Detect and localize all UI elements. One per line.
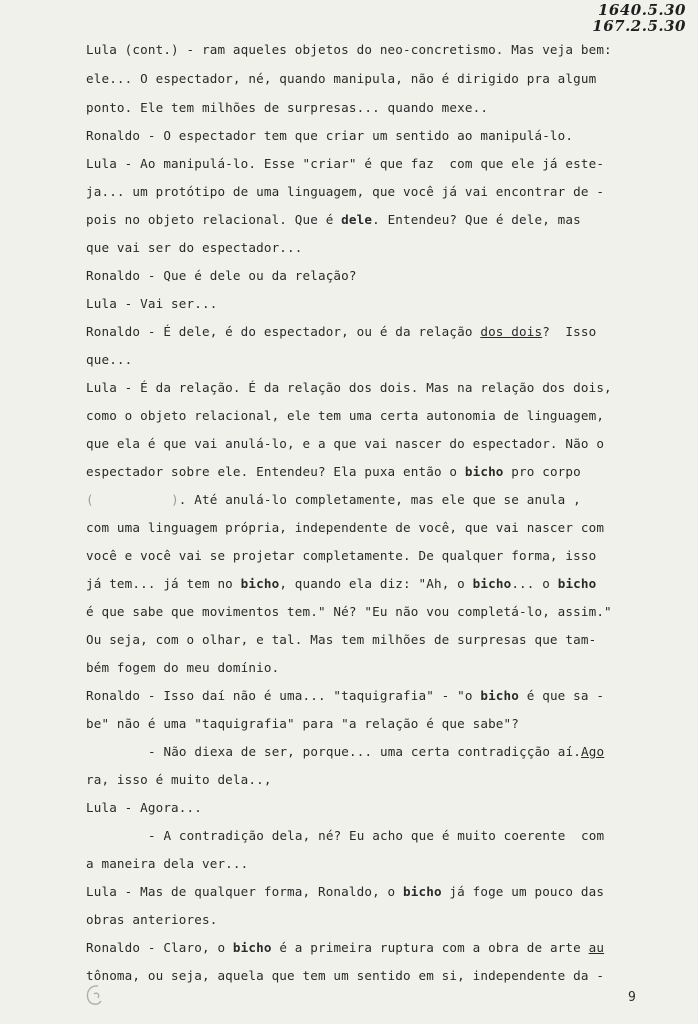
text-line: Lula - Mas de qualquer forma, Ronaldo, o bicho já foge um pouco das <box>86 884 605 899</box>
text-line: espectador sobre ele. Entendeu? Ela puxa então o bicho pro corpo <box>86 464 581 479</box>
text-line: Ronaldo - Que é dele ou da relação? <box>86 268 357 283</box>
text-line: Ronaldo - É dele, é do espectador, ou é da relação dos dois? Isso <box>86 324 597 339</box>
text-line: Lula - Agora... <box>86 800 202 815</box>
bold-word: bicho <box>464 464 504 479</box>
archive-code-stamp <box>592 2 686 34</box>
handwritten-scribble-icon <box>84 982 106 1008</box>
faint-bracket: ( <box>86 492 94 507</box>
text-line: que... <box>86 352 133 367</box>
bold-word: bicho <box>232 940 272 955</box>
text-line: que vai ser do espectador... <box>86 240 303 255</box>
text-line: como o objeto relacional, ele tem uma certa autonomia de linguagem, <box>86 408 605 423</box>
text-line: obras anteriores. <box>86 912 218 927</box>
text-line: ponto. Ele tem milhões de surpresas... quando mexe.. <box>86 100 489 115</box>
text-line: ja... um protótipo de uma linguagem, que você já vai encontrar de - <box>86 184 605 199</box>
text-line: a maneira dela ver... <box>86 856 249 871</box>
archive-code-line: 167.2.5.30 <box>592 17 686 35</box>
text-line: é que sabe que movimentos tem." Né? "Eu não vou completá-lo, assim." <box>86 604 612 619</box>
text-line: Lula (cont.) - ram aqueles objetos do neo-concretismo. Mas veja bem: <box>86 42 612 57</box>
text-line: Ronaldo - Isso daí não é uma... "taquigrafia" - "o bicho é que sa - <box>86 688 605 703</box>
text-line: - A contradição dela, né? Eu acho que é muito coerente com <box>148 828 605 843</box>
text-line: que ela é que vai anulá-lo, e a que vai nascer do espectador. Não o <box>86 436 605 451</box>
text-line: Ronaldo - O espectador tem que criar um sentido ao manipulá-lo. <box>86 128 574 143</box>
bold-word: bicho <box>480 688 520 703</box>
text-line: - Não diexa de ser, porque... uma certa contradiçção aí.Ago <box>148 744 605 759</box>
text-line: já tem... já tem no bicho, quando ela diz: "Ah, o bicho... o bicho <box>86 576 597 591</box>
text-line: Lula - Ao manipulá-lo. Esse "criar" é que faz com que ele já este- <box>86 156 605 171</box>
text-line: ( ). Até anulá-lo completamente, mas ele que se anula , <box>86 492 581 507</box>
archive-code-line: 1640.5.30 <box>597 1 686 19</box>
text-line: Ou seja, com o olhar, e tal. Mas tem milhões de surpresas que tam- <box>86 632 597 647</box>
page-number: 9 <box>628 990 636 1005</box>
text-line: Lula - É da relação. É da relação dos dois. Mas na relação dos dois, <box>86 380 612 395</box>
underlined-phrase: Ago <box>581 744 605 759</box>
text-line: ele... O espectador, né, quando manipula, não é dirigido pra algum <box>86 71 597 86</box>
text-line: tônoma, ou seja, aquela que tem um sentido em si, independente da - <box>86 968 605 983</box>
text-line: Lula - Vai ser... <box>86 296 218 311</box>
bold-word: dele <box>341 212 373 227</box>
bold-word: bicho <box>403 884 442 899</box>
text-line: você e você vai se projetar completamente. De qualquer forma, isso <box>86 548 597 563</box>
text-line: pois no objeto relacional. Que é dele. Entendeu? Que é dele, mas <box>86 212 581 227</box>
text-line: be" não é uma "taquigrafia" para "a relação é que sabe"? <box>86 716 519 731</box>
bold-word: bicho <box>240 576 280 591</box>
faint-bracket: ) <box>171 492 179 507</box>
text-line: Ronaldo - Claro, o bicho é a primeira ruptura com a obra de arte au <box>86 940 605 955</box>
text-line: ra, isso é muito dela.., <box>86 772 272 787</box>
underlined-phrase: au <box>588 940 605 955</box>
text-line: bém fogem do meu domínio. <box>86 660 280 675</box>
bold-word: bicho <box>557 576 597 591</box>
bold-word: bicho <box>472 576 512 591</box>
text-line: com uma linguagem própria, independente de você, que vai nascer com <box>86 520 605 535</box>
underlined-phrase: dos dois <box>480 324 543 339</box>
